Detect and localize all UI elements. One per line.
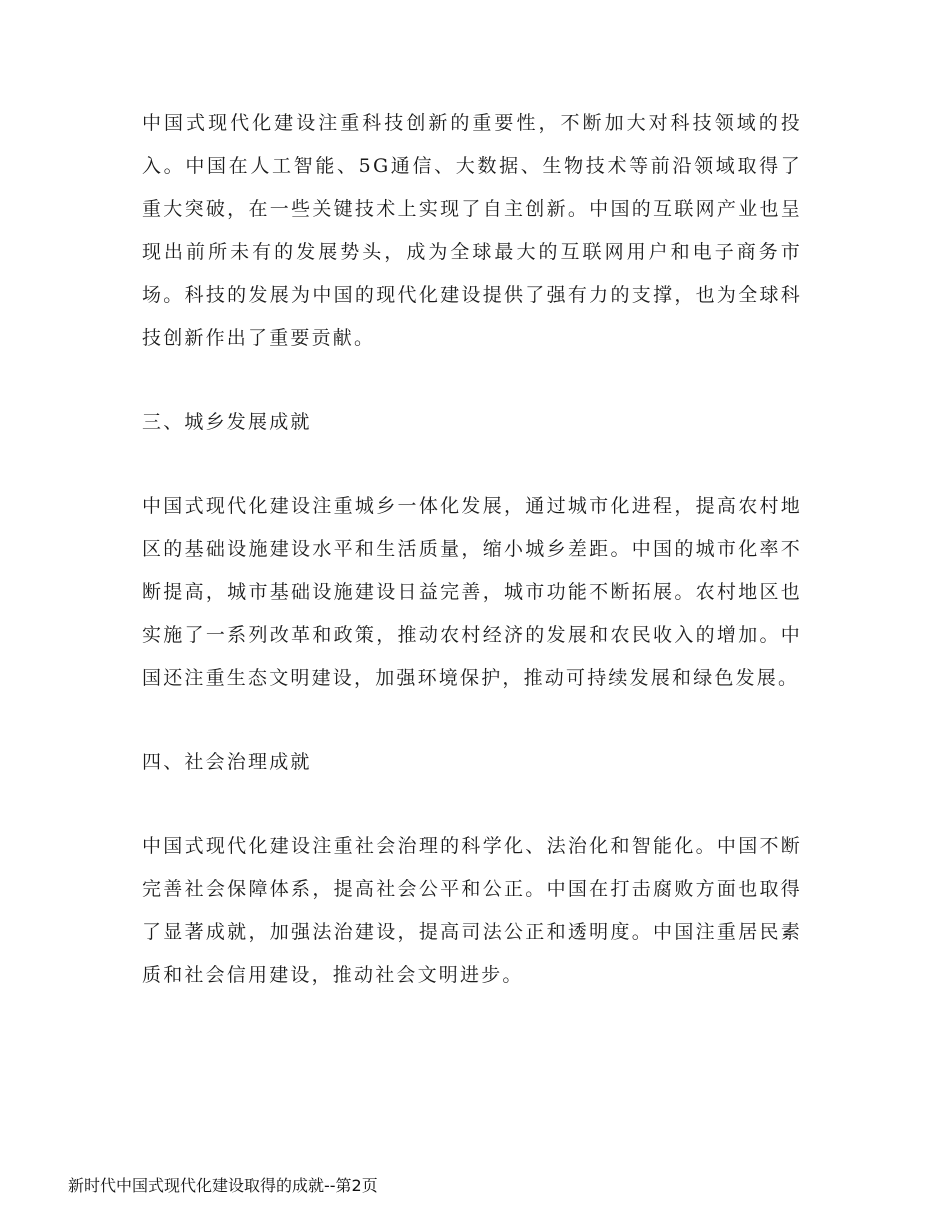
section-heading-urban-rural: 三、城乡发展成就 bbox=[142, 411, 312, 433]
spacer bbox=[142, 444, 802, 485]
paragraph-urban-rural: 中国式现代化建设注重城乡一体化发展，通过城市化进程，提高农村地区的基础设施建设水平和生活质量，缩小城乡差距。中国的城市化率不断提高，城市基础设施建设日益完善，城市功能不断拓展。农村地区也实施了一系列改革和政策，推动农村经济的发展和农民收入的增加。中国还注重生态文明建设，加强环境保护，推动可持续发展和绿色发展。 bbox=[142, 495, 802, 689]
document-body bbox=[142, 102, 802, 997]
spacer bbox=[142, 360, 802, 401]
paragraph-social-governance: 中国式现代化建设注重社会治理的科学化、法治化和智能化。中国不断完善社会保障体系，提高社会公平和公正。中国在打击腐败方面也取得了显著成就，加强法治建设，提高司法公正和透明度。中国注重居民素质和社会信用建设，推动社会文明进步。 bbox=[142, 835, 802, 986]
page-footer: 新时代中国式现代化建设取得的成就--第2页 bbox=[68, 1176, 378, 1195]
spacer bbox=[142, 700, 802, 741]
paragraph-tech-innovation: 中国式现代化建设注重科技创新的重要性，不断加大对科技领域的投入。中国在人工智能、5G通信、大数据、生物技术等前沿领域取得了重大突破，在一些关键技术上实现了自主创新。中国的互联网产业也呈现出前所未有的发展势头，成为全球最大的互联网用户和电子商务市场。科技的发展为中国的现代化建设提供了强有力的支撑，也为全球科技创新作出了重要贡献。 bbox=[142, 112, 802, 349]
section-heading-social-governance: 四、社会治理成就 bbox=[142, 751, 312, 773]
spacer bbox=[142, 784, 802, 825]
